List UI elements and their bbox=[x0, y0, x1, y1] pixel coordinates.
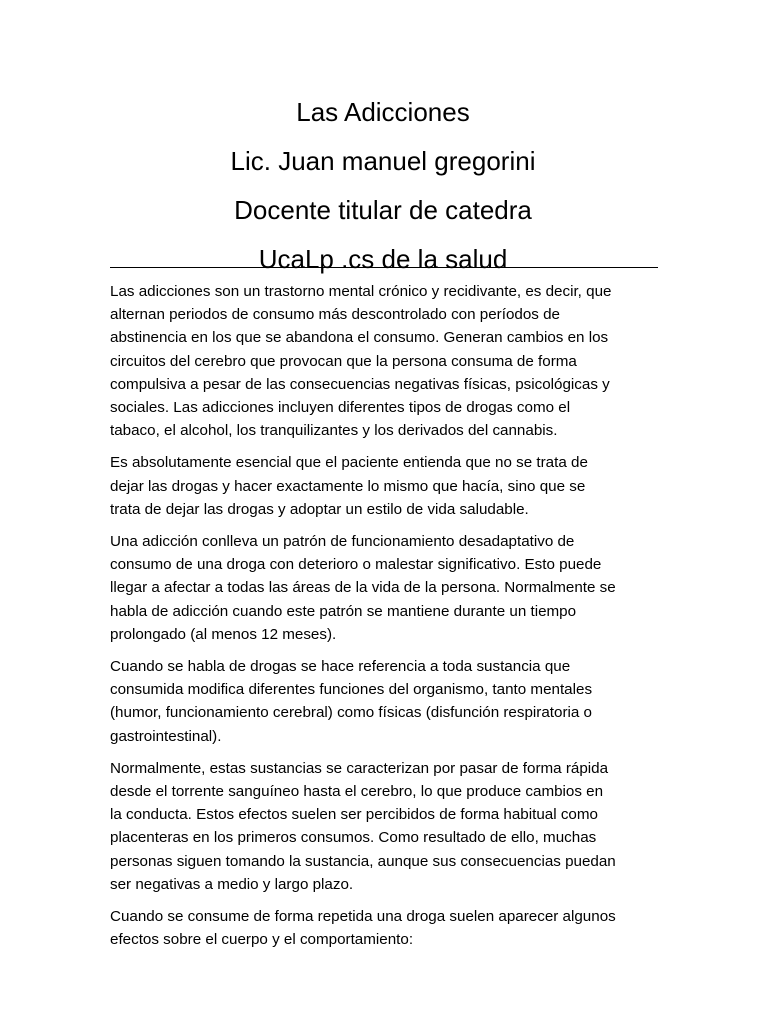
paragraph-definition: Las adicciones son un trastorno mental crónico y recidivante, es decir, que alternan periodos de consumo más descontrolado con períodos de abstinencia en los que se abandona el consumo. Generan cambios en los circuitos del cerebro que provocan que la persona consuma de forma compulsiva a pesar de las consecuencias negativas físicas, psicológicas y sociales. Las adicciones incluyen diferentes tipos de drogas como el tabaco, el alcohol, los tranquilizantes y los derivados del cannabis. bbox=[110, 283, 612, 440]
paragraph-lifestyle: Es absolutamente esencial que el paciente entienda que no se trata de dejar las drogas y hacer exactamente lo mismo que hacía, sino que se trata de dejar las drogas y adoptar un estilo de vida saludable. bbox=[110, 454, 588, 518]
title-divider bbox=[110, 267, 658, 268]
paragraph-repeated-use: Cuando se consume de forma repetida una droga suelen aparecer algunos efectos sobre el cuerpo y el comportamiento: bbox=[110, 908, 616, 949]
author-name: Lic. Juan manuel gregorini bbox=[230, 146, 536, 176]
author-role: Docente titular de catedra bbox=[234, 195, 532, 225]
paragraph-pattern: Una adicción conlleva un patrón de funcionamiento desadaptativo de consumo de una droga con deterioro o malestar significativo. Esto puede llegar a afectar a todas las áreas de la vida de la persona. Normalmente se habla de adicción cuando este patrón se mantiene durante un tiempo prolongado (al menos 12 meses). bbox=[110, 533, 616, 643]
paragraph-drugs: Cuando se habla de drogas se hace referencia a toda sustancia que consumida modifica diferentes funciones del organismo, tanto mentales (humor, funcionamiento cerebral) como físicas (disfunción respiratoria o gastrointestinal). bbox=[110, 658, 593, 745]
document-title-block bbox=[100, 88, 666, 284]
document-title: Las Adicciones bbox=[296, 97, 470, 127]
paragraph-effects: Normalmente, estas sustancias se caracterizan por pasar de forma rápida desde el torrente sanguíneo hasta el cerebro, lo que produce cambios en la conducta. Estos efectos suelen ser percibidos de forma habitual como placenteras en los primeros consumos. Como resultado de ello, muchas personas siguen tomando la sustancia, aunque sus consecuencias puedan ser negativas a medio y largo plazo. bbox=[110, 759, 616, 893]
document-body bbox=[110, 280, 658, 960]
author-institution: UcaLp .cs de la salud bbox=[258, 244, 508, 274]
